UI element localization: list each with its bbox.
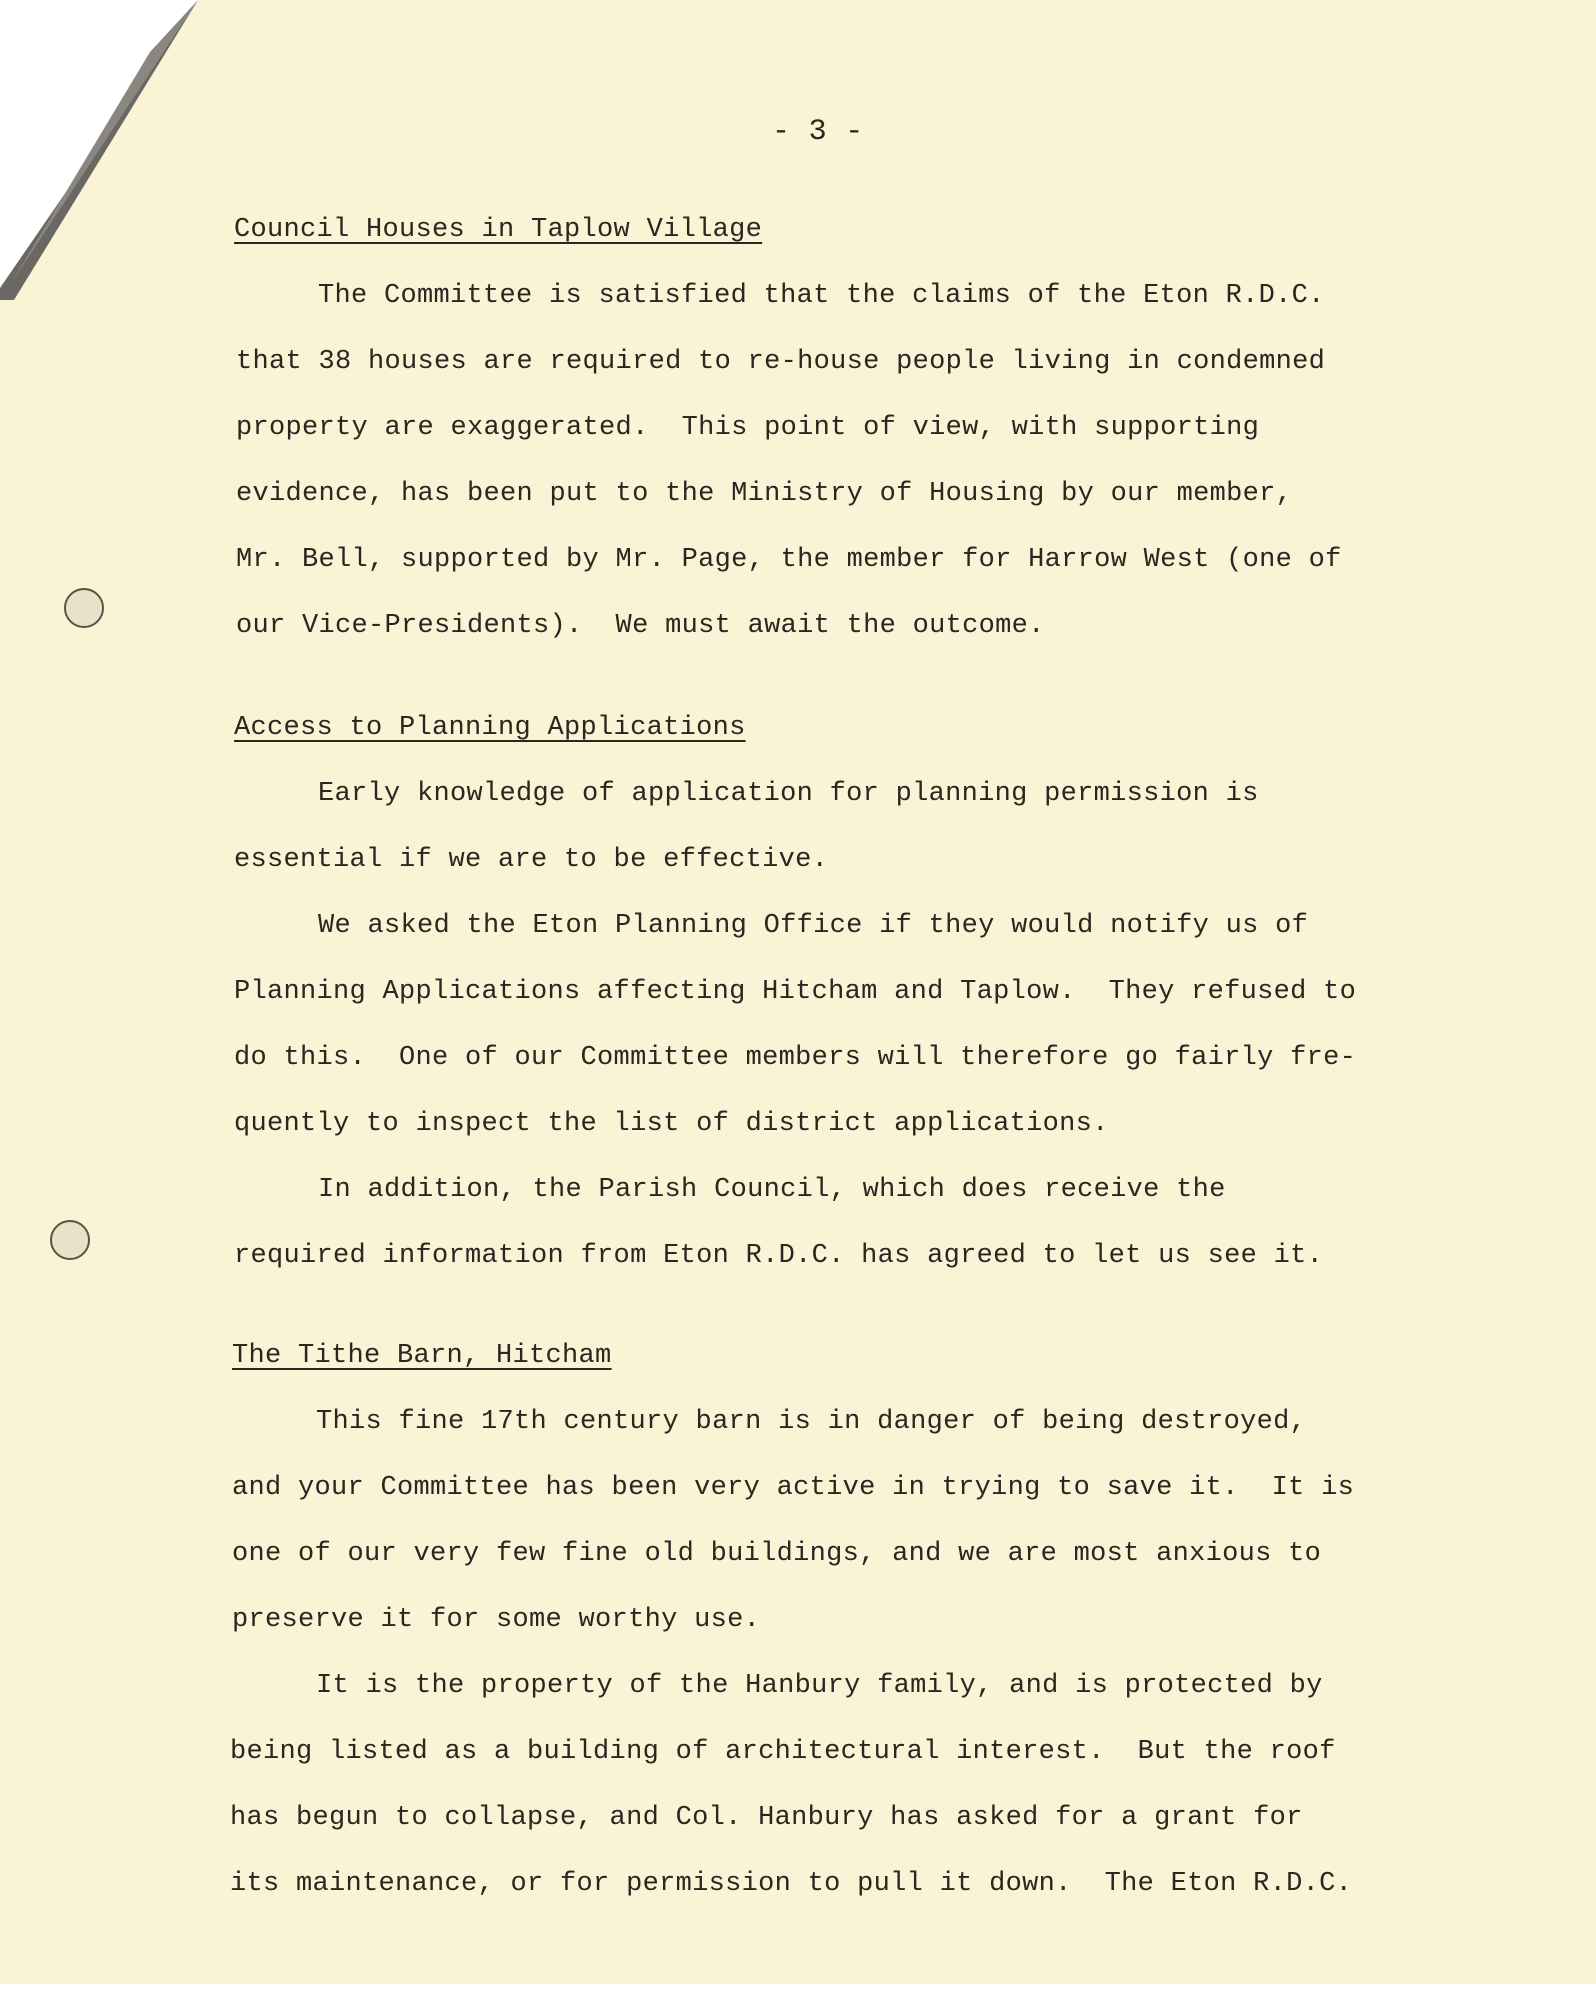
- paragraph-line: being listed as a building of architectural interest. But the roof: [230, 1737, 1336, 1767]
- paragraph-line: property are exaggerated. This point of view, with supporting: [236, 413, 1260, 443]
- punch-hole-lower: [50, 1220, 90, 1260]
- paragraph-line: its maintenance, or for permission to pull it down. The Eton R.D.C.: [230, 1869, 1353, 1899]
- page-number: - 3 -: [772, 115, 864, 149]
- section-heading-tithe-barn: The Tithe Barn, Hitcham: [232, 1341, 612, 1371]
- paragraph-line: quently to inspect the list of district applications.: [234, 1109, 1109, 1139]
- paragraph-line: essential if we are to be effective.: [234, 845, 829, 875]
- paragraph-line: and your Committee has been very active in trying to save it. It is: [232, 1473, 1355, 1503]
- paragraph-line: our Vice-Presidents). We must await the outcome.: [236, 611, 1045, 641]
- paragraph-line: do this. One of our Committee members will therefore go fairly fre-: [234, 1043, 1357, 1073]
- paragraph-line: This fine 17th century barn is in danger of being destroyed,: [316, 1407, 1307, 1437]
- paragraph-line: We asked the Eton Planning Office if they would notify us of: [318, 911, 1309, 941]
- paragraph-line: preserve it for some worthy use.: [232, 1605, 761, 1635]
- punch-hole-upper: [64, 588, 104, 628]
- paragraph-line: Early knowledge of application for planning permission is: [318, 779, 1259, 809]
- section-heading-planning-applications: Access to Planning Applications: [234, 713, 746, 743]
- paragraph-line: Planning Applications affecting Hitcham and Taplow. They refused to: [234, 977, 1357, 1007]
- paragraph-line: that 38 houses are required to re-house people living in condemned: [236, 347, 1326, 377]
- paragraph-line: required information from Eton R.D.C. has agreed to let us see it.: [234, 1241, 1324, 1271]
- paragraph-line: In addition, the Parish Council, which does receive the: [318, 1175, 1226, 1205]
- paragraph-line: evidence, has been put to the Ministry of Housing by our member,: [236, 479, 1293, 509]
- paragraph-line: has begun to collapse, and Col. Hanbury has asked for a grant for: [230, 1803, 1303, 1833]
- paragraph-line: The Committee is satisfied that the claims of the Eton R.D.C.: [318, 281, 1325, 311]
- paragraph-line: Mr. Bell, supported by Mr. Page, the member for Harrow West (one of: [236, 545, 1342, 575]
- paragraph-line: one of our very few fine old buildings, and we are most anxious to: [232, 1539, 1322, 1569]
- section-heading-council-houses: Council Houses in Taplow Village: [234, 215, 763, 245]
- paragraph-line: It is the property of the Hanbury family, and is protected by: [316, 1671, 1323, 1701]
